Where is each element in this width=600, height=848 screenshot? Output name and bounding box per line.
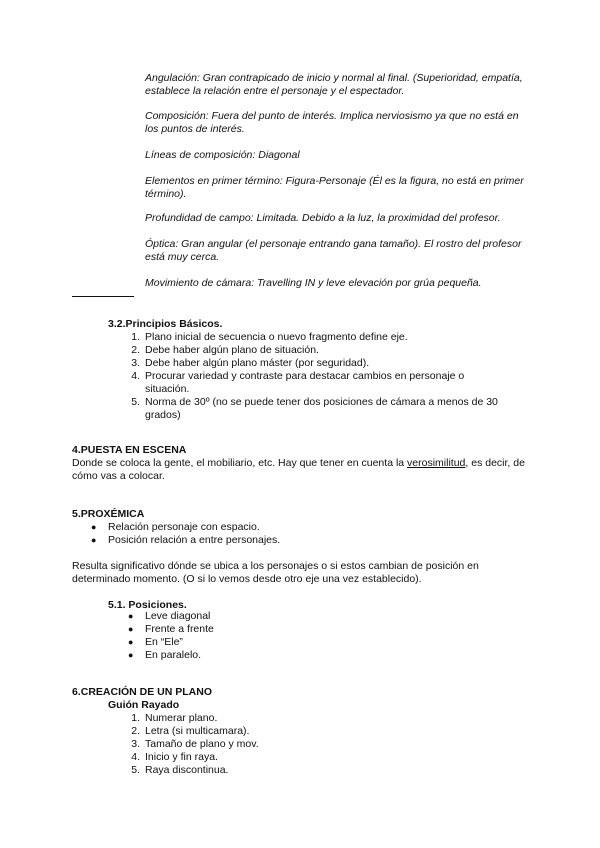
list-item: ● Leve diagonal (128, 610, 211, 622)
analysis-composicion: Composición: Fuera del punto de interés. Implica nerviosismo ya que no está en los puntos de interés. (145, 110, 519, 135)
analysis-profundidad: Profundidad de campo: Limitada. Debido a la luz, la proximidad del profesor. (145, 212, 501, 224)
section-6-title: 6.CREACIÓN DE UN PLANO (72, 686, 213, 698)
section-3-2-title: 3.2.Principios Básicos. (108, 318, 223, 330)
list-item: 4. Procurar variedad y contraste para destacar cambios en personaje o situación. (131, 370, 465, 395)
list-item: 1. Numerar plano. (131, 712, 218, 724)
list-item: ● Relación personaje con espacio. (91, 521, 260, 533)
list-item: 4. Inicio y fin raya. (131, 751, 218, 763)
list-item: 3. Debe haber algún plano máster (por seguridad). (131, 357, 370, 369)
principios-list (131, 331, 530, 422)
guion-list (131, 712, 259, 777)
divider-line (72, 296, 134, 297)
analysis-elementos: Elementos en primer término: Figura-Personaje (Él es la figura, no está en primer término). (145, 175, 524, 200)
list-item: 2. Letra (si multicamara). (131, 725, 250, 737)
bullet-icon: ● (128, 650, 134, 660)
section-5-1-title: 5.1. Posiciones. (108, 599, 187, 611)
analysis-optica: Óptica: Gran angular (el personaje entrando gana tamaño). El rostro del profesor está muy cerca. (145, 238, 522, 263)
bullet-icon: ● (91, 535, 97, 545)
proxemica-bullets (91, 521, 281, 547)
list-item: ● En paralelo. (128, 649, 202, 661)
guion-rayado-subtitle: Guión Rayado (108, 699, 180, 711)
section-5-paragraph: Resulta significativo dónde se ubica a los personajes o si estos cambian de posición en determinado momento. (O si lo vemos desde otro eje una vez establecido). (72, 560, 479, 585)
list-item: 2. Debe haber algún plano de situación. (131, 344, 319, 356)
list-item: 1. Plano inicial de secuencia o nuevo fragmento define eje. (131, 331, 408, 343)
bullet-icon: ● (91, 522, 97, 532)
posiciones-list (128, 610, 214, 662)
analysis-angulacion: Angulación: Gran contrapicado de inicio y normal al final. (Superioridad, empatía, establece la relación entre el personaje y el espectador. (145, 72, 523, 97)
list-item: 5. Raya discontinua. (131, 764, 229, 776)
section-4-title: 4.PUESTA EN ESCENA (72, 444, 187, 456)
bullet-icon: ● (128, 611, 134, 621)
analysis-lineas: Líneas de composición: Diagonal (145, 149, 300, 161)
bullet-icon: ● (128, 637, 134, 647)
section-5-title: 5.PROXÉMICA (72, 508, 145, 520)
list-item: ● Frente a frente (128, 623, 214, 635)
list-item: 3. Tamaño de plano y mov. (131, 738, 259, 750)
analysis-movimiento: Movimiento de cámara: Travelling IN y leve elevación por grúa pequeña. (145, 277, 482, 289)
list-item: 5. Norma de 30º (no se puede tener dos posiciones de cámara a menos de 30 grados) (131, 396, 498, 421)
bullet-icon: ● (128, 624, 134, 634)
verosimilitud-term: verosimilitud (407, 457, 466, 469)
list-item: ● En “Ele” (128, 636, 183, 648)
section-4-paragraph: Donde se coloca la gente, el mobiliario, etc. Hay que tener en cuenta la verosimilitud, es decir, de cómo vas a colocar. (72, 457, 525, 482)
list-item: ● Posición relación a entre personajes. (91, 534, 281, 546)
